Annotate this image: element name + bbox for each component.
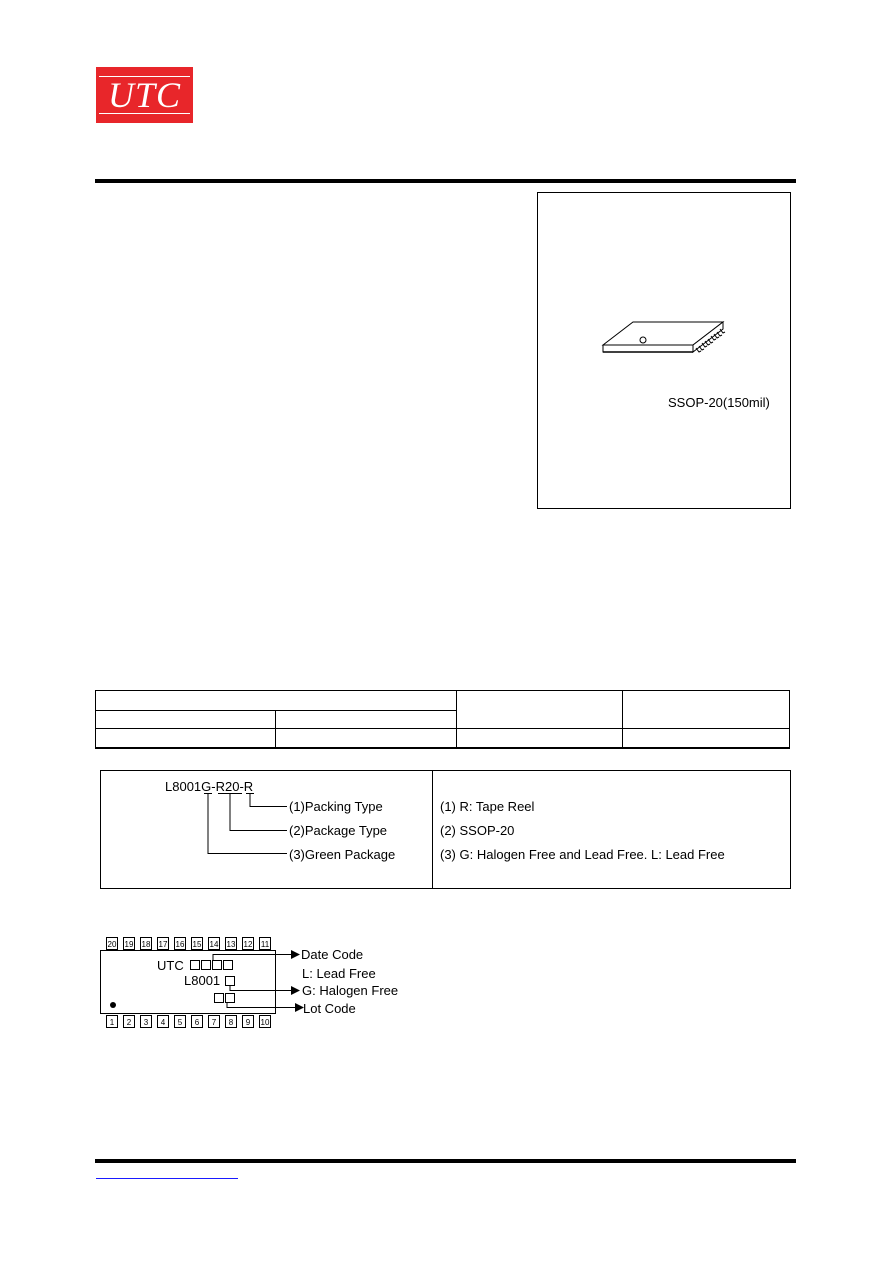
callout-halogen-free: G: Halogen Free (302, 983, 399, 998)
bottom-pin-label: 9 (245, 1018, 251, 1027)
field-packing-type: (1)Packing Type (289, 799, 383, 814)
bottom-pin-label: 6 (194, 1018, 200, 1027)
ssop-package-icon (595, 318, 735, 368)
field-green-package: (3)Green Package (289, 847, 396, 862)
decode-leader-lines (200, 790, 290, 860)
logo-frame (99, 76, 190, 114)
logo-text: UTC (107, 75, 182, 115)
callout-lot-code: Lot Code (303, 1001, 356, 1016)
top-pin-label: 18 (141, 940, 151, 949)
bottom-pin-label: 5 (177, 1018, 183, 1027)
top-pin-label: 13 (226, 940, 236, 949)
top-pin-label: 14 (209, 940, 219, 949)
meaning-green: (3) G: Halogen Free and Lead Free. L: Lead Free (440, 847, 725, 862)
part-number: L8001G-R20-R (165, 779, 254, 794)
field-package-type: (2)Package Type (289, 823, 388, 838)
top-pin-label: 16 (175, 940, 185, 949)
bottom-pin-label: 1 (109, 1018, 115, 1027)
decode-divider (432, 770, 433, 889)
meaning-package: (2) SSOP-20 (440, 823, 515, 838)
marking-diagram (95, 930, 305, 1035)
bottom-pin-label: 4 (160, 1018, 166, 1027)
top-pin-label: 11 (260, 940, 270, 949)
callout-date-code: Date Code (301, 947, 364, 962)
footer-rule (95, 1159, 796, 1163)
bottom-pin-label: 7 (211, 1018, 217, 1027)
bottom-pin-label: 3 (143, 1018, 149, 1027)
bottom-pin-label: 10 (260, 1018, 270, 1027)
marking-line-utc: UTC (157, 958, 184, 973)
header-rule (95, 179, 796, 183)
footer-link[interactable] (96, 1178, 238, 1179)
bottom-pin-label: 8 (228, 1018, 234, 1027)
marking-line-part: L8001 (184, 973, 221, 988)
top-pin-label: 20 (107, 940, 117, 949)
top-pin-label: 15 (192, 940, 202, 949)
ordering-table (95, 690, 790, 749)
top-pin-label: 17 (158, 940, 168, 949)
package-label: SSOP-20(150mil) (668, 395, 770, 410)
top-pin-label: 12 (243, 940, 253, 949)
utc-logo (96, 67, 193, 123)
top-pin-label: 19 (124, 940, 134, 949)
meaning-packing: (1) R: Tape Reel (440, 799, 535, 814)
callout-lead-free: L: Lead Free (302, 966, 376, 981)
bottom-pin-label: 2 (126, 1018, 132, 1027)
